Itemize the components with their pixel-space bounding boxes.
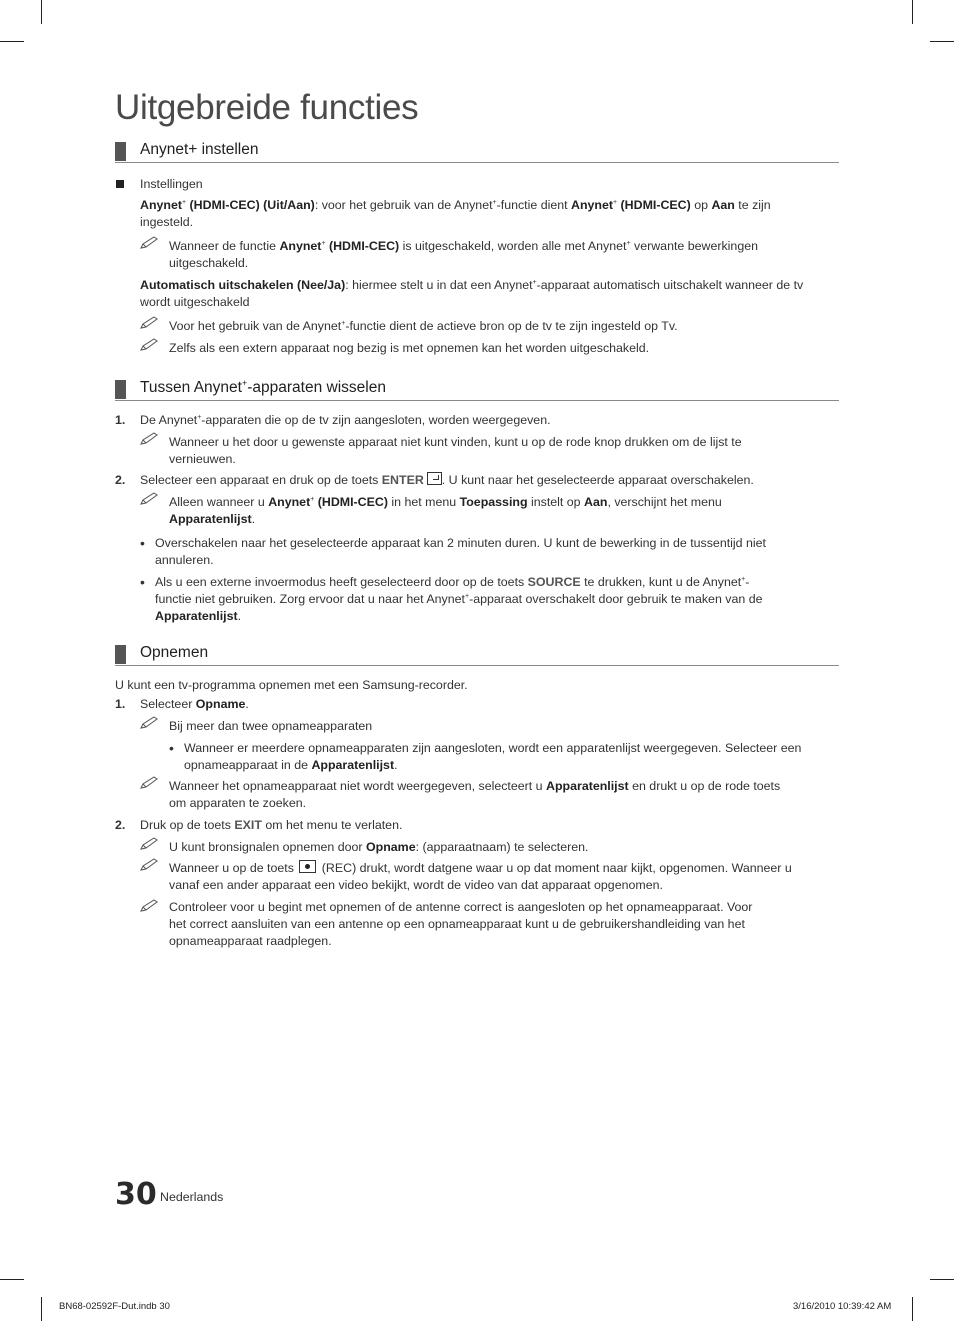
bullet-source-mode: Als u een externe invoermodus heeft geselecteerd door op de toets SOURCE te drukken, kunt u de Anynet+- functie niet gebruiken. Zorg ervoor dat u naar het Anynet+-apparaat overschakelt door gebruik te maken van de Apparatenlijst. — [155, 575, 763, 623]
pencil-note-icon — [140, 837, 158, 851]
pencil-note-icon — [140, 316, 158, 330]
crop-mark — [912, 1297, 913, 1321]
note-active-source: Voor het gebruik van de Anynet+-functie dient de actieve bron op de tv te zijn ingesteld op Tv. — [169, 319, 678, 333]
note-record-source: U kunt bronsignalen opnemen door Opname: (apparaatnaam) te selecteren. — [169, 840, 589, 854]
section-header-opnemen — [115, 643, 839, 666]
note-multiple-recorders: Bij meer dan twee opnameapparaten — [169, 719, 373, 733]
section-title: Tussen Anynet+-apparaten wisselen — [140, 378, 386, 396]
paragraph-hdmi-cec: Anynet+ (HDMI-CEC) (Uit/Aan): voor het gebruik van de Anynet+-functie dient Anynet+ (HDMI-CEC) op Aan te zijn ingesteld. — [140, 198, 771, 229]
pencil-note-icon — [140, 236, 158, 250]
note-antenna-check: Controleer voor u begint met opnemen of de antenne correct is aangesloten op het opnameapparaat. Voor het correct aansluiten van een antenne op een opnameapparaat kunt u de gebruikershandleiding van het opnameapparaat raadplegen. — [169, 900, 753, 948]
section-header-anynet-instellen — [115, 140, 839, 163]
step-1-text: De Anynet+-apparaten die op de tv zijn aangesloten, worden weergegeven. — [140, 413, 551, 427]
crop-mark — [0, 1279, 24, 1280]
note-refresh-list: Wanneer u het door u gewenste apparaat niet kunt vinden, kunt u op de rode knop drukken om de lijst te vernieuwen. — [169, 435, 742, 466]
crop-mark — [41, 1297, 42, 1321]
note-recording-off: Zelfs als een extern apparaat nog bezig is met opnemen kan het worden uitgeschakeld. — [169, 341, 650, 355]
pencil-note-icon — [140, 338, 158, 352]
pencil-note-icon — [140, 776, 158, 790]
step-number: 1. — [115, 697, 126, 711]
step-1-text: Selecteer Opname. — [140, 697, 249, 711]
paragraph-auto-off: Automatisch uitschakelen (Nee/Ja): hiermee stelt u in dat een Anynet+-apparaat automatisch uitschakelt wanneer de tv wordt uitgeschakeld — [140, 278, 804, 309]
pencil-note-icon — [140, 716, 158, 730]
bullet-dot: • — [140, 535, 145, 551]
rec-button-icon — [299, 860, 316, 873]
step-2-text: Selecteer een apparaat en druk op de toets ENTER . U kunt naar het geselecteerde apparaat overschakelen. — [140, 473, 754, 487]
footer-file-info: BN68-02592F-Dut.indb 30 — [59, 1301, 170, 1312]
section-marker — [115, 142, 126, 161]
section-marker — [115, 380, 126, 399]
page-number: 30 — [115, 1177, 157, 1212]
crop-mark — [912, 0, 913, 24]
section-header-anynet-wisselen — [115, 378, 839, 401]
page-language: Nederlands — [160, 1190, 224, 1204]
section-title: Opnemen — [140, 644, 209, 661]
section-title: Anynet+ instellen — [140, 141, 259, 158]
crop-mark — [930, 41, 954, 42]
step-2-text: Druk op de toets EXIT om het menu te verlaten. — [140, 818, 403, 832]
intro-text: U kunt een tv-programma opnemen met een Samsung-recorder. — [115, 678, 468, 692]
note-anynet-off: Wanneer de functie Anynet+ (HDMI-CEC) is uitgeschakeld, worden alle met Anynet+ verwante bewerkingen uitgeschakeld. — [169, 239, 758, 270]
crop-mark — [41, 0, 42, 24]
bullet-dot: • — [169, 740, 174, 756]
note-apparatenlijst: Alleen wanneer u Anynet+ (HDMI-CEC) in het menu Toepassing instelt op Aan, verschijnt het menu Apparatenlijst. — [169, 495, 722, 526]
subheading-instellingen: Instellingen — [140, 177, 203, 191]
bullet-dot: • — [140, 574, 145, 590]
square-bullet-icon — [116, 180, 124, 188]
step-number: 1. — [115, 413, 126, 427]
enter-key-icon — [427, 472, 442, 485]
crop-mark — [0, 41, 24, 42]
page-title: Uitgebreide functies — [115, 88, 419, 127]
pencil-note-icon — [140, 492, 158, 506]
note-recorder-not-shown: Wanneer het opnameapparaat niet wordt weergegeven, selecteert u Apparatenlijst en drukt u op de rode toets om apparaten te zoeken. — [169, 779, 781, 810]
section-marker — [115, 645, 126, 664]
footer-timestamp: 3/16/2010 10:39:42 AM — [793, 1301, 892, 1312]
pencil-note-icon — [140, 899, 158, 913]
bullet-switch-time: Overschakelen naar het geselecteerde apparaat kan 2 minuten duren. U kunt de bewerking in de tussentijd niet annuleren. — [155, 536, 766, 567]
pencil-note-icon — [140, 432, 158, 446]
bullet-recorder-list: Wanneer er meerdere opnameapparaten zijn aangesloten, wordt een apparatenlijst weergegeven. Selecteer een opnameapparaat in de Apparatenlijst. — [184, 741, 802, 772]
step-number: 2. — [115, 818, 126, 832]
pencil-note-icon — [140, 858, 158, 872]
note-rec-button: Wanneer u op de toets (REC) drukt, wordt datgene waar u op dat moment naar kijkt, opgenomen. Wanneer u vanaf een ander apparaat een video bekijkt, wordt de video van dat apparaat opgenomen. — [169, 861, 792, 892]
crop-mark — [930, 1279, 954, 1280]
step-number: 2. — [115, 473, 126, 487]
